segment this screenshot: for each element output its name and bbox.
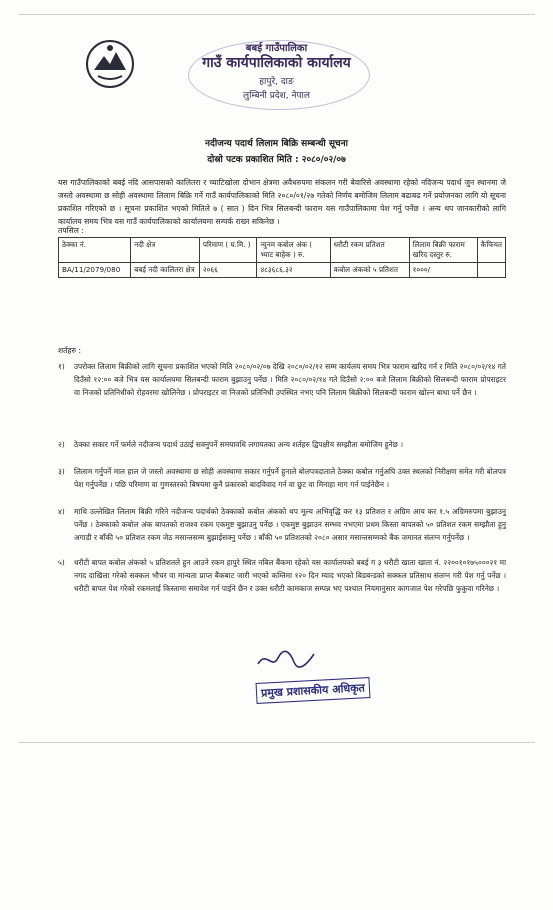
term-text: धरौटी बापत कबोल अंकको ५ प्रतिशतले हुन आउने रकम हापुरे स्थित नबिल बैंकमा रहेको यस कार्यालयको बबई ग ३ धरौटी खाता खाता नं. २२००१०१७५०००२१ मा नगद दाखिला गरेको सक्कल भौचर वा मान्यता प्राप्त बैंकबाट जारी भएको कम्तिमा १२० दिन म्याद भएको बिडबन्डको सक्कल प्रतिसाथ संलग्न गरी पेश गर्नु पर्नेछ । धरौटी बापत पेश गरेको रकमलाई किस्तामा समावेश गर्न पाईने छैन र उक्त धरौटी कामकाज सम्पन्न भए पश्चात नियमानुसार कागजात पेश गरेपछि फुकुवा गरिनेछ । xyxy=(74,558,506,593)
province-name: लुम्बिनी प्रदेश, नेपाल xyxy=(243,91,310,101)
table-cell: कबोल अंकको ५ प्रतिशत xyxy=(330,263,409,278)
term-text: उपरोक्त लिलाम बिक्रीको लागि सूचना प्रकाशित भएको मिति २०८०/०२/०७ देखि २०८०/०२/१२ सम्म कार्यलय समय भित्र फाराम खरिद गर्न र मिति २०८०/०२/१४ गते दिउँसो १२:०० बजे भित्र यस कार्यालयमा सिलबन्दी फाराम बुझाउनु पर्नेछ । मिति २०८०/०२/१४ गते दिउँसो २:०० बजे लिलाम बिक्रीको सिलबन्दी फाराम प्रोपराइटर वा निजको प्रतिनिधीको रोहवरमा खोलिनेछ । प्रोपराइटर वा निजको प्रतिनिधी उपस्थित नभए पनि लिलाम बिक्रीको सिलबन्दी फाराम खोल्न बाधा पर्ने छैन । xyxy=(74,362,507,397)
table-cell: BA/11/2079/080 xyxy=(59,263,131,278)
term-item xyxy=(58,438,506,451)
terms-heading: शर्तहरु : xyxy=(58,346,82,355)
term-item xyxy=(58,360,507,399)
col-header: परिमाण ( घ.मि. ) xyxy=(199,238,257,263)
term-number: ३) xyxy=(58,467,65,476)
term-item xyxy=(58,556,506,595)
term-item xyxy=(58,465,506,491)
office-address: हापुरे, दाङ xyxy=(259,77,294,87)
table-cell xyxy=(477,263,505,278)
notice-title: नदीजन्य पदार्थ लिलाम बिक्रि सम्बन्धी सूचना xyxy=(205,139,348,149)
col-header: न्युनम कबोल अंक ( भ्याट बाहेक ) रु. xyxy=(257,238,330,263)
intro-paragraph: यस गाउँपालिकाको बबई नदि आसपासको कालितरा र च्याटिखोला दोभान क्षेत्रमा अवैधरुपमा संकलन गरी बेवारिसे अवस्थामा रहेको नदिजन्य पदार्थ जुन स्थानमा जे जस्तो अवस्थामा छ सोही अवस्थामा लिलाम बिक्रि गर्ने गाउँ कार्यपालिकाको मिति २०८०/०१/२७ गतेको निर्णय बमोजिम लिलाम बढाबढ गर्ने प्रयोजनका लागि यो सूचना प्रकाशित गरिएको छ । सूचना प्रकाशित भएको मितिले ७ ( सात ) दिन भित्र सिलबन्दी फाराम यस गाउँपालिकामा पेश गर्नु पर्नेछ । अन्य थप जानकारीको लागि कार्यालय समय भित्र यस गाउँ कार्यपालिकाको कार्यालयमा सम्पर्क राख्न सकिनेछ । xyxy=(58,178,506,226)
table-cell: बबई नदी कालितरा क्षेत्र xyxy=(131,263,200,278)
table-cell: ४८३६८६.३२ xyxy=(257,263,330,278)
bottom-scan-edge xyxy=(18,742,535,743)
table-cell: २०६६ xyxy=(199,263,257,278)
office-name: गाउँ कार्यपालिकाको कार्यालय xyxy=(202,55,351,71)
term-text: ठेक्का सकार गर्ने फर्मले नदीजन्य पदार्थ उठाई सक्नुपर्ने समयावधि लगायतका अन्य शर्तहरु द्विपक्षीय सम्झौता बमोजिम हुनेछ । xyxy=(74,440,403,449)
table-row xyxy=(59,263,506,278)
term-text: लिलाम गर्नुपर्ने माल हाल जे जस्तो अवस्थामा छ सोही अवस्थामा सकार गर्नुपर्ने हुनाले बोलपत्रदाताले ठेक्का कबोल गर्नुअघि उक्त स्थलको निरीक्षण समेत गरी बोलपत्र पेश गर्नुपर्नेछ । पछि परिमाण वा गुणस्तरको बिषयमा कुनै प्रकारको बादविवाद गर्न वा छुट वा मिनाहा माग गर्न पाईनेछैन । xyxy=(74,467,506,489)
col-header: कैफियत xyxy=(477,238,505,263)
table-lead: तपसिल : xyxy=(58,226,84,235)
term-number: ४) xyxy=(58,507,65,516)
term-number: १) xyxy=(58,362,65,371)
col-header: धरौटी रकम प्रतिशत xyxy=(330,238,409,263)
table-header-row xyxy=(59,238,506,263)
officer-stamp: प्रमुख प्रशासकीय अधिकृत xyxy=(256,677,371,704)
top-scan-edge xyxy=(18,14,535,15)
col-header: नदी क्षेत्र xyxy=(131,238,200,263)
table-cell: १०००/ xyxy=(409,263,477,278)
term-text: माथि उल्लेखित लिलाम बिक्री गरिने नदीजन्य पदार्थको ठेक्काको कबोल अंकको थप मूल्य अभिवृद्धि कर १३ प्रतिशत र अग्रिम आय कर १.५ अग्रिमरुपमा बुझाउनु पर्नेछ । ठेक्काको कबोल अंक बापतको राजश्व रकम एकमुष्ट बुझाउनु पर्नेछ । एकमुष्ट बुझाउन सम्भव नभएमा प्रथम किस्ता बापतको ५० प्रतिशत रकम सम्झौता हुनु अगाडी र बाँकी ५० प्रतिशत रकम जेठ मसान्तसम्म बुझाईसक्नु पर्नेछ । बाँकी ५० प्रतिशतको २०८० असार मसान्तसम्मको बैंक जमानत संलग्न गर्नुपर्नेछ । xyxy=(74,507,506,542)
signature-mark xyxy=(256,646,316,672)
col-header: ठेक्का नं. xyxy=(59,238,131,263)
municipality-name: बबई गाउँपालिका xyxy=(245,43,308,54)
notice-subtitle: दोस्रो पटक प्रकाशित मिति : २०८०/०२/०७ xyxy=(207,155,346,165)
col-header: लिलाम बिक्री फाराम खरिद दस्तुर रु. xyxy=(409,238,477,263)
term-number: ५) xyxy=(58,558,65,567)
term-number: २) xyxy=(58,440,65,449)
term-item xyxy=(58,505,506,544)
auction-table xyxy=(58,237,506,278)
